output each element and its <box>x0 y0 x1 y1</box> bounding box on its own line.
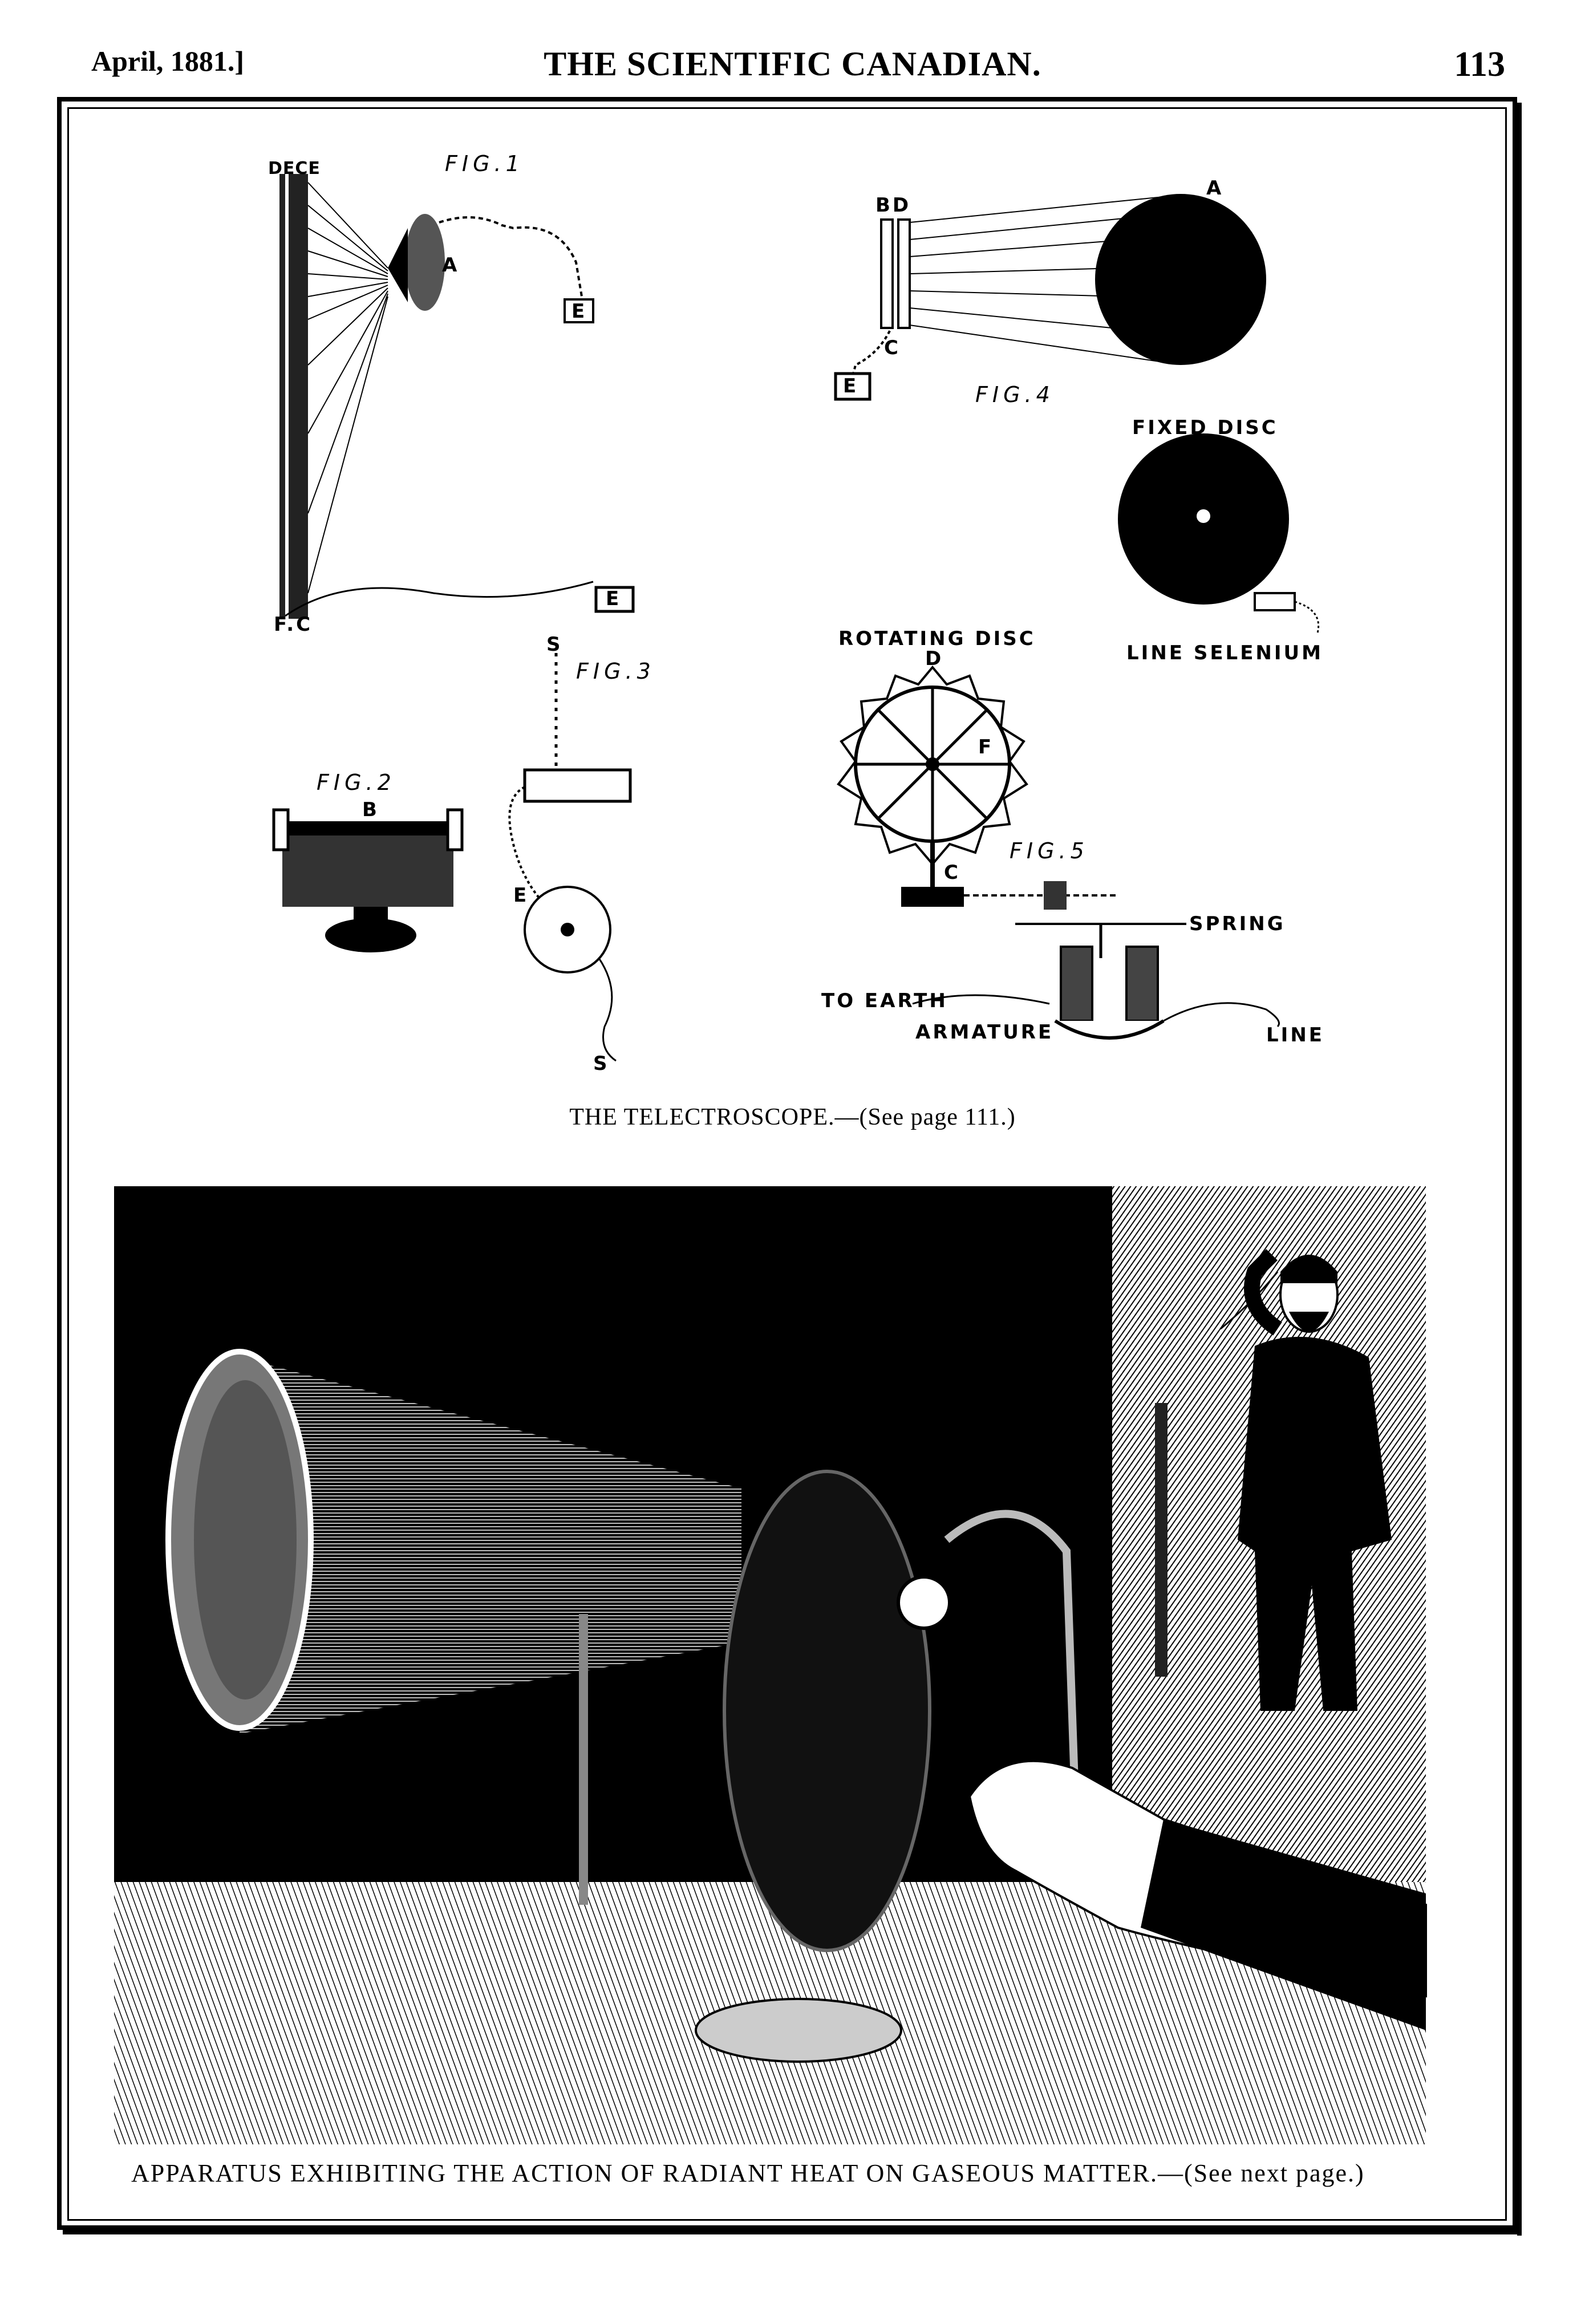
fig5-label: FIG.5 <box>1010 838 1089 863</box>
caption-radiant-heat: APPARATUS EXHIBITING THE ACTION OF RADIANT HEAT ON GASEOUS MATTER.—(See next page.) <box>131 2159 1365 2187</box>
fig1-label: FIG.1 <box>445 151 524 176</box>
turntable-base <box>696 1999 901 2062</box>
label-f-fig5: F <box>978 736 994 759</box>
fig3-label: FIG.3 <box>576 659 655 684</box>
fig4-label: FIG.4 <box>975 382 1055 407</box>
tall-post <box>1155 1403 1168 1677</box>
label-to-earth: TO EARTH <box>821 989 948 1012</box>
label-b-fig2: B <box>362 798 379 821</box>
label-c-fig5: C <box>944 861 960 884</box>
label-rotating-disc: ROTATING DISC <box>838 627 1036 650</box>
label-e-fig1-bottom: E <box>606 587 622 610</box>
label-d-fig5: D <box>925 647 944 670</box>
reflector-mirror-inner <box>194 1380 297 1700</box>
label-e-fig4: E <box>843 375 859 398</box>
label-armature: ARMATURE <box>915 1021 1054 1044</box>
label-decf: DECE <box>268 159 321 179</box>
label-s-top: S <box>546 633 563 656</box>
label-fixed-disc: FIXED DISC <box>1132 416 1278 439</box>
label-spring: SPRING <box>1189 912 1286 935</box>
label-bd: BD <box>875 194 911 217</box>
label-line: LINE <box>1266 1024 1324 1047</box>
label-fc: F.C <box>274 613 313 636</box>
label-s-bottom: S <box>593 1052 610 1075</box>
label-e-fig3: E <box>513 884 529 907</box>
label-a-fig4: A <box>1206 177 1224 200</box>
label-c-fig4: C <box>884 336 901 359</box>
issue-date: April, 1881.] <box>91 45 245 77</box>
glass-bulb <box>898 1577 950 1628</box>
page-number: 113 <box>1454 45 1505 84</box>
label-line-selenium: LINE SELENIUM <box>1126 642 1323 664</box>
stand-post <box>579 1614 588 1905</box>
fig2-label: FIG.2 <box>317 770 396 795</box>
label-a-fig1: A <box>442 254 460 277</box>
journal-title: THE SCIENTIFIC CANADIAN. <box>544 45 1041 83</box>
label-e-fig1-top: E <box>571 300 587 323</box>
rotating-wheel <box>724 1471 930 1950</box>
caption-telectroscope: THE TELECTROSCOPE.—(See page 111.) <box>569 1104 1016 1130</box>
